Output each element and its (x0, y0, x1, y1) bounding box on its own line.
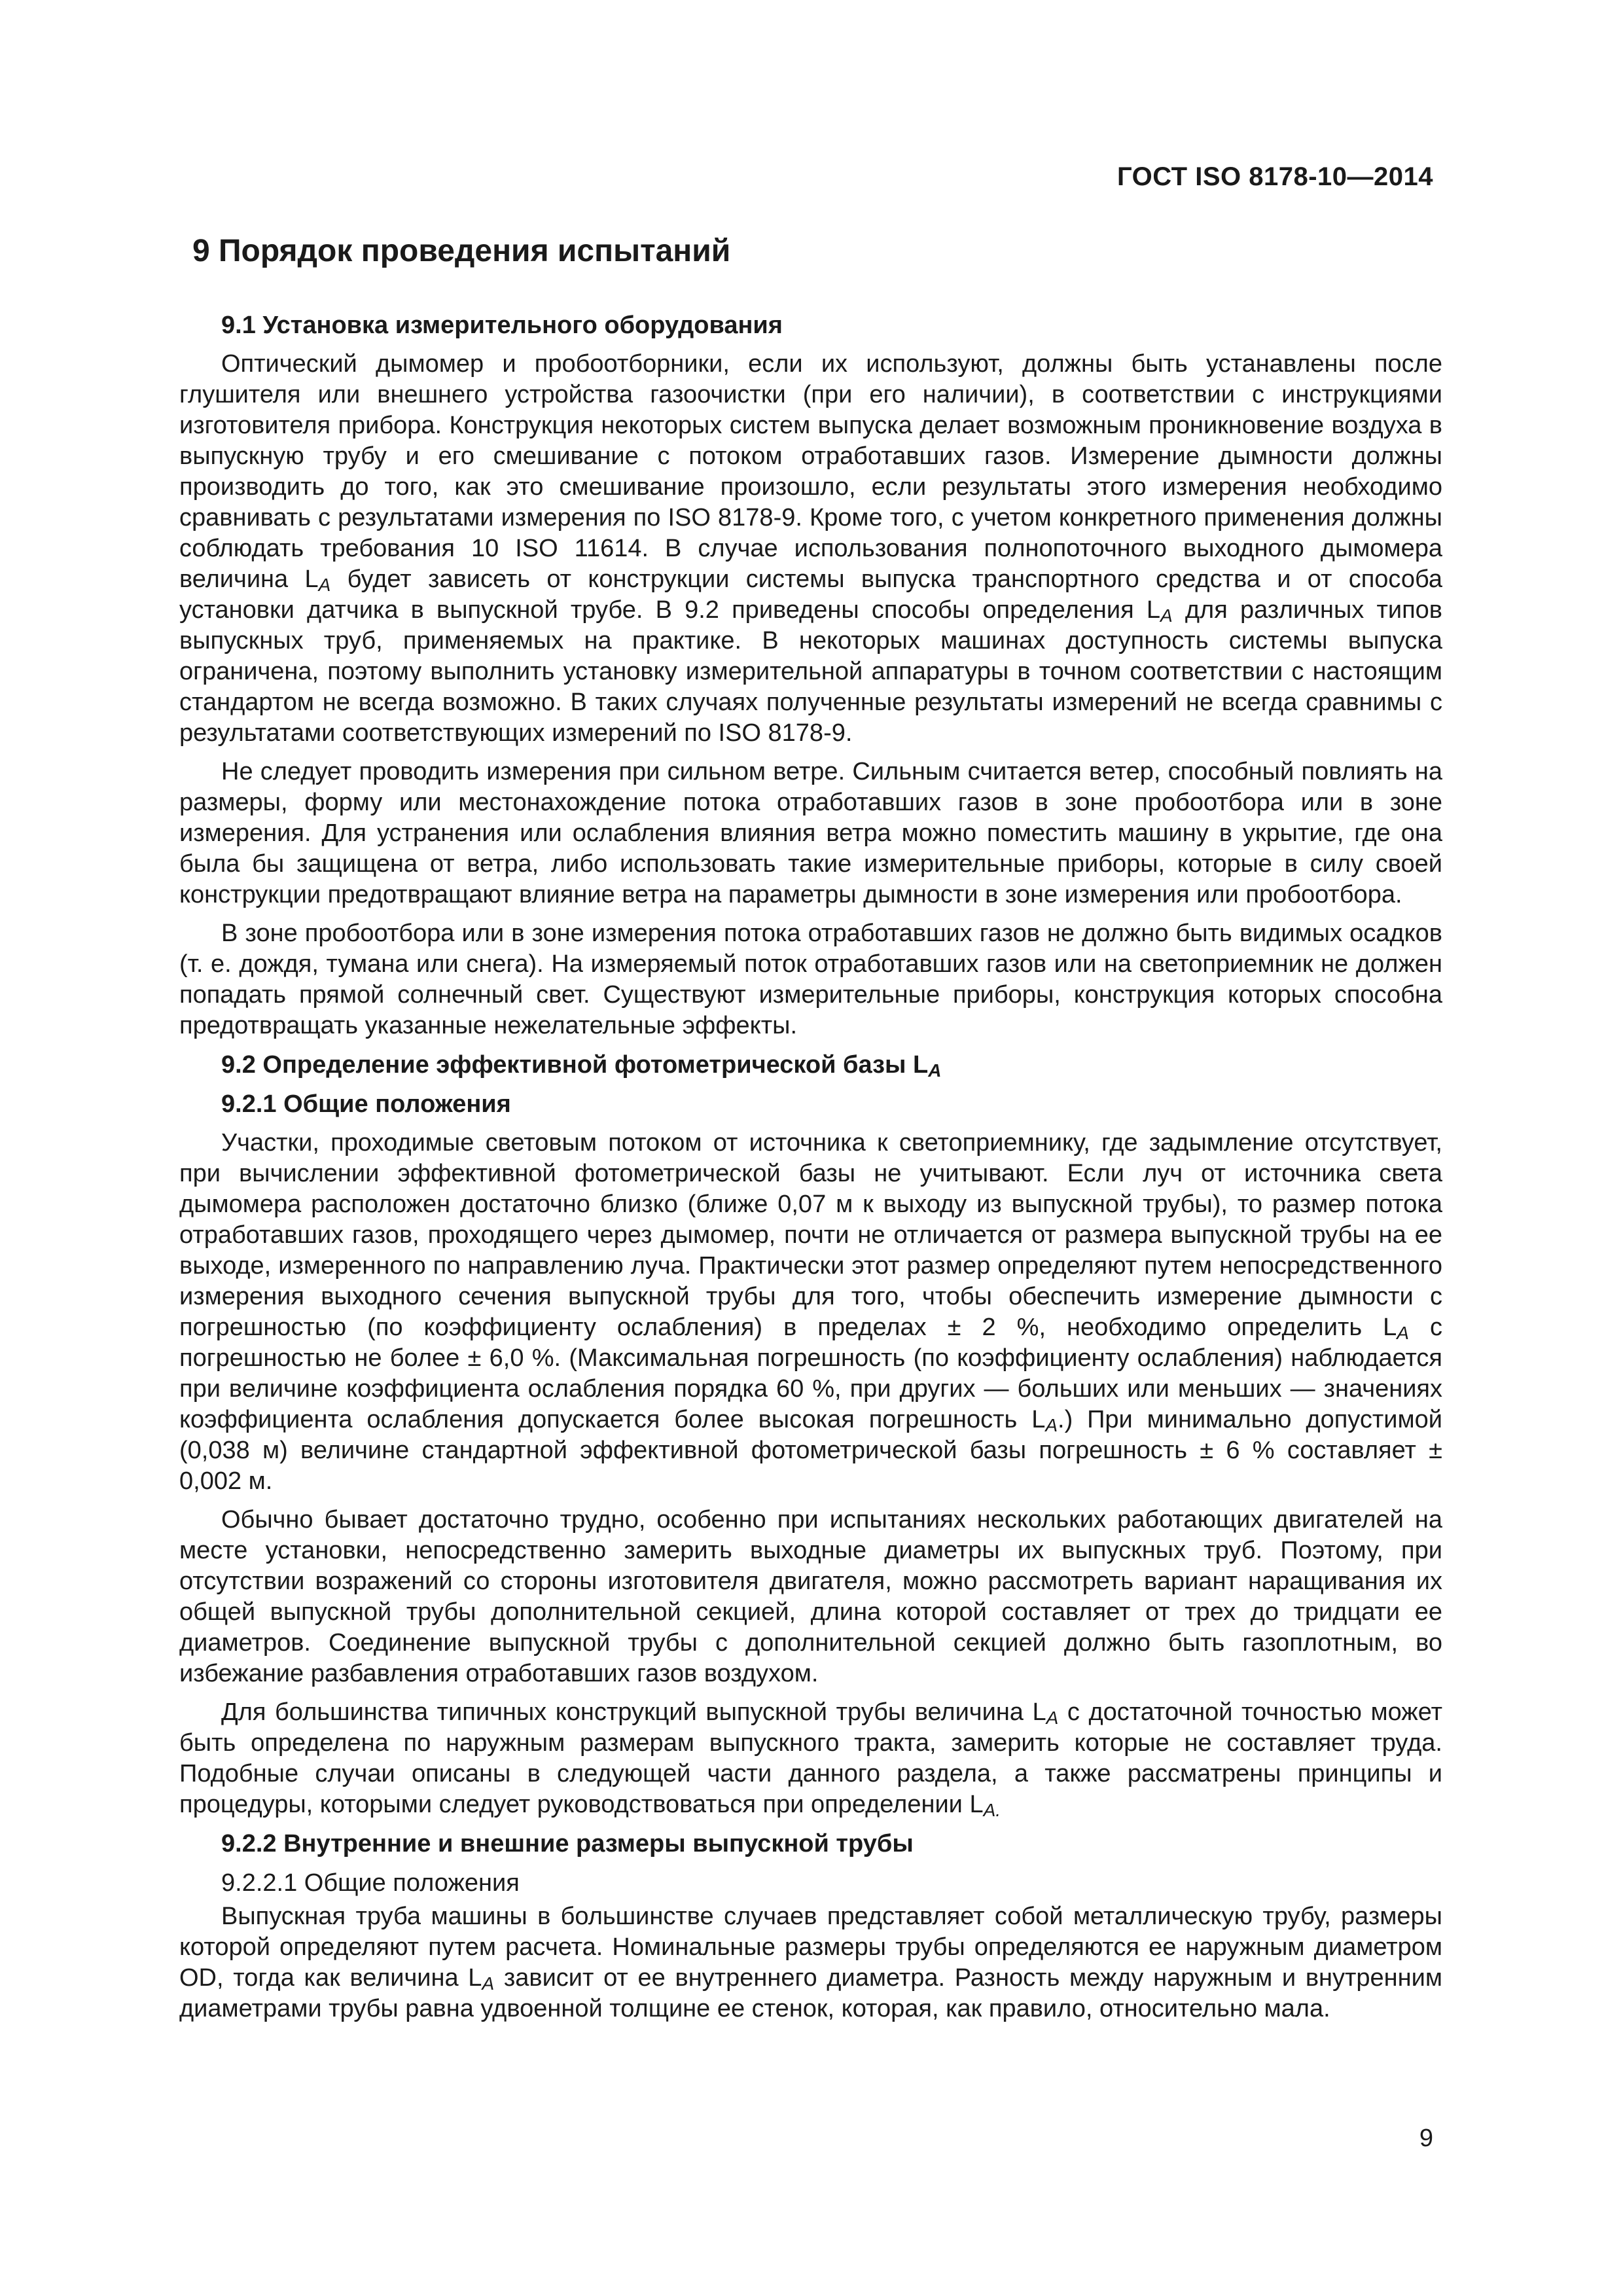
subscript-a: A (482, 1973, 495, 1994)
subsection-title-9-2-2-text: 9.2.2 Внутренние и внешние размеры выпускной трубы (221, 1830, 914, 1857)
paragraph-9-1-1-part-c: для различных типов выпускных труб, применяемых на практике. В некоторых машинах доступность системы выпуска ограничена, поэтому выполнить установку измерительной аппаратуры в точном соответствии с настоящим стандартом не всегда возможно. В таких случаях полученные результаты измерений не всегда сравнимы с результатами соответствующих измерений по ISO 8178-9. (179, 596, 1442, 747)
paragraph-9-1-2 (179, 757, 1442, 910)
subsection-title-9-2-1-text: 9.2.1 Общие положения (221, 1090, 511, 1118)
subsection-title-9-2-2-1 (179, 1867, 1442, 1899)
page-content (179, 233, 1442, 2032)
page-number: 9 (1419, 2125, 1433, 2152)
paragraph-9-2-1-1-part-a: Участки, проходимые световым потоком от источника к светоприемнику, где задымление отсутствует, при вычислении эффективной фотометрической базы не учитывают. Если луч от источника света дымомера расположен достаточно близко (ближе 0,07 м к выходу из выпускной трубы), то размер потока отработавших газов, проходящего через дымомер, почти не отличается от размера выпускной трубы на ее выходе, измеренного по направлению луча. Практически этот размер определяют путем непосредственного измерения выходного сечения выпускной трубы для того, чтобы обеспечить измерение дымности с погрешностью (по коэффициенту ослабления) в пределах ± 2 %, необходимо определить L (179, 1129, 1442, 1341)
paragraph-9-2-2-1-1 (179, 1901, 1442, 2024)
paragraph-9-1-1-part-a: Оптический дымомер и пробоотборники, если их используют, должны быть устанавлены после глушителя или внешнего устройства газоочистки (при его наличии), в соответствии с инструкциями изготовителя прибора. Конструкция некоторых систем выпуска делает возможным проникновение воздуха в выпускную трубу и его смешивание с потоком отработавших газов. Измерение дымности должны производить до того, как это смешивание произошло, если результаты этого измерения необходимо сравнивать с результатами измерения по ISO 8178-9. Кроме того, с учетом конкретного применения должны соблюдать требования 10 ISO 11614. В случае использования полнопоточного выходного дымомера величина L (179, 350, 1442, 593)
paragraph-9-2-1-1 (179, 1128, 1442, 1497)
subsection-title-9-2-text: 9.2 Определение эффективной фотометрической базы L (221, 1051, 929, 1079)
paragraph-9-1-2-text: Не следует проводить измерения при сильном ветре. Сильным считается ветер, способный повлиять на размеры, форму или местонахождение потока отработавших газов в зоне пробоотбора или в зоне измерения. Для устранения или ослабления влияния ветра можно поместить машину в укрытие, где она была бы защищена от ветра, либо использовать такие измерительные приборы, которые в силу своей конструкции предотвращают влияние ветра на параметры дымности в зоне измерения или пробоотбора. (179, 758, 1442, 908)
paragraph-9-1-1 (179, 349, 1442, 749)
paragraph-9-2-1-3 (179, 1697, 1442, 1820)
subsection-title-9-1-text: 9.1 Установка измерительного оборудования (221, 312, 783, 339)
subscript-a: A (928, 1060, 942, 1081)
paragraph-9-2-1-1-part-b: с погрешностью не более ± 6,0 %. (Максимальная погрешность (по коэффициенту ослабления) наблюдается при величине коэффициента ослабления порядка 60 %, при других — больших или меньших — значениях коэффициента ослабления допускается более высокая погрешность L (179, 1314, 1442, 1433)
subscript-a: A (1397, 1323, 1409, 1343)
paragraph-9-1-3-text: В зоне пробоотбора или в зоне измерения потока отработавших газов не должно быть видимых осадков (т. е. дождя, тумана или снега). На измеряемый поток отработавших газов или на светоприемник не должен попадать прямой солнечный свет. Существуют измерительные приборы, конструкция которых способна предотвращать указанные нежелательные эффекты. (179, 920, 1442, 1039)
subscript-a: A (318, 575, 331, 595)
subscript-a: A (1160, 605, 1173, 626)
subscript-a: A. (983, 1800, 1001, 1820)
paragraph-9-2-1-3-part-a: Для большинства типичных конструкций выпускной трубы величина L (221, 1698, 1046, 1726)
subsection-title-9-2-2-1-text: 9.2.2.1 Общие положения (221, 1869, 520, 1897)
paragraph-9-2-1-1-part-c: .) При минимально допустимой (0,038 м) величине стандартной эффективной фотометрической базы погрешность ± 6 % составляет ± 0,002 м. (179, 1406, 1443, 1495)
subsection-title-9-2-2 (179, 1828, 1442, 1859)
subsection-title-9-1 (179, 310, 1442, 341)
paragraph-9-2-2-1-1-part-a: Выпускная труба машины в большинстве случаев представляет собой металлическую трубу, размеры которой определяют путем расчета. Номинальные размеры трубы определяются ее наружным диаметром OD, тогда как величина L (179, 1903, 1442, 1992)
paragraph-9-1-1-part-b: будет зависеть от конструкции системы выпуска транспортного средства и от способа установки датчика в выпускной трубе. В 9.2 приведены способы определения L (179, 565, 1442, 624)
subsection-title-9-2 (179, 1049, 1442, 1081)
paragraph-9-2-1-3-part-b: с достаточной точностью может быть определена по наружным размерам выпускного тракта, замерить которые не составляет труда. Подобные случаи описаны в следующей части данного раздела, а также рассматрены принципы и процедуры, которыми следует руководствоваться при определении L (179, 1698, 1442, 1818)
paragraph-9-2-1-2 (179, 1505, 1442, 1689)
section-title: 9 Порядок проведения испытаний (192, 234, 731, 268)
paragraph-9-2-1-2-text: Обычно бывает достаточно трудно, особенно при испытаниях нескольких работающих двигателей на месте установки, непосредственно замерить выходные диаметры их выпускных труб. Поэтому, при отсутствии возражений со стороны изготовителя двигателя, можно рассмотреть вариант наращивания их общей выпускной трубы дополнительной секцией, длина которой составляет от трех до тридцати ее диаметров. Соединение выпускной трубы с дополнительной секцией должно быть газоплотным, во избежание разбавления отработавших газов воздухом. (179, 1506, 1442, 1687)
subscript-a: A (1046, 1708, 1059, 1728)
paragraph-9-1-3 (179, 918, 1442, 1041)
paragraph-9-2-2-1-1-part-b: зависит от ее внутреннего диаметра. Разность между наружным и внутренним диаметрами трубы равна удвоенной толщине ее стенок, которая, как правило, относительно мала. (179, 1964, 1443, 2022)
standard-header: ГОСТ ISO 8178-10—2014 (1117, 162, 1433, 191)
subscript-a: A (1045, 1415, 1058, 1435)
subsection-title-9-2-1 (179, 1088, 1442, 1120)
